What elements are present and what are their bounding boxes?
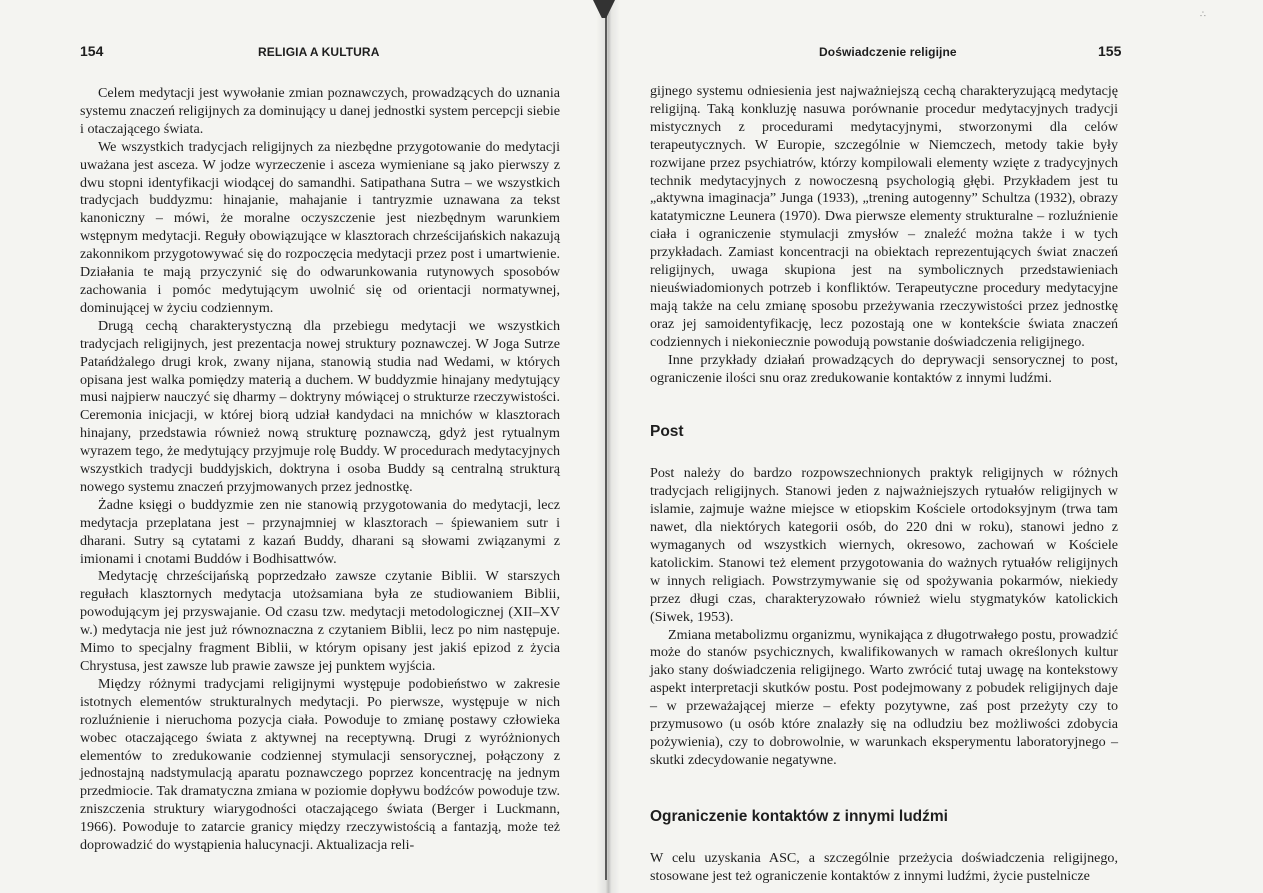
paragraph: Między różnymi tradycjami religijnymi występuje podobieństwo w zakresie istotnych elementów strukturalnych medytacji. Po pierwsze, występuje w nich rozluźnienie i nieruchoma pozycja ciała. Powoduje to zmianę postawy człowieka wobec otaczającego świata z aktywnej na receptywną. Drugi z wyróżnionych elementów to zredukowanie codziennej stymulacji sensorycznej, połączony z jednostajną nadstymulacją aparatu poznawczego poprzez koncentrację na jednym przedmiocie. Tak dramatyczna zmiana w poziomie dopływu bodźców powoduje tzw. zniszczenia struktury wiarygodności otaczającego świata (Berger i Luckmann, 1966). Powoduje to zatarcie granicy między rzeczywistością a fantazją, może też doprowadzić do wystąpienia halucynacji. Aktualizacja reli- <box>80 675 560 854</box>
paragraph: gijnego systemu odniesienia jest najważniejszą cechą charakteryzującą medytację religijną. Taką konkluzję nasuwa porównanie procedur medytacyjnych tradycji mistycznych z procedurami medytacyjnymi, stworzonymi dla celów terapeutycznych. W Europie, szczególnie w Niemczech, metody takie były rozwijane przez psychiatrów, którzy kompilowali elementy wzięte z tradycyjnych technik medytacyjnych z nowoczesną psychologią głębi. Przykładem jest tu „aktywna imaginacja” Junga (1933), „trening autogenny” Schultza (1932), obrazy katatymiczne Leunera (1970). Dwa pierwsze elementy strukturalne – rozluźnienie ciała i ograniczenie stymulacji zmysłów – znaleźć można także i w tych przykładach. Zamiast koncentracji na obiektach reprezentujących świat znaczeń religijnych, uwaga skupiona jest na symbolicznych przedstawieniach nieuświadomionych potrzeb i konfliktów. Terapeutyczne procedury medytacyjne mają także na celu zmianę sposobu przeżywania rzeczywistości przez jednostkę oraz jej samoidentyfikację, lecz pozostają one w kontekście świata znaczeń codziennych i niekoniecznie powodują powstanie doświadczenia religijnego. <box>650 83 1118 350</box>
paragraph: Żadne księgi o buddyzmie zen nie stanowią przygotowania do medytacji, lecz medytacja przeplatana jest – przynajmniej w klasztorach – śpiewaniem sutr i dharani. Sutry są cytatami z kazań Buddy, dharani są słowami związanymi z imionami i cnotami Buddów i Bodhisattwów. <box>80 496 560 567</box>
scan-artifact: ∴ <box>1200 10 1206 20</box>
paragraph: Medytację chrześcijańską poprzedzało zawsze czytanie Biblii. W starszych regułach klasztornych medytacja utożsamiana była ze studiowaniem Biblii, powodującym jej przyswajanie. Od czasu tzw. medytacji metodologicznej (XII–XV w.) medytacja nie jest już równoznaczna z czytaniem Biblii, lecz po nim następuje. Mimo to specjalny fragment Biblii, w którym opisany jest jakiś epizod z życia Chrystusa, jest zawsze lub prawie zawsze jej punktem wyjścia. <box>80 568 560 674</box>
paragraph: Zmiana metabolizmu organizmu, wynikająca z długotrwałego postu, prowadzić może do stanów psychicznych, kwalifikowanych w ramach określonych kultur jako stany doświadczenia religijnego. Warto zwrócić tutaj uwagę na kontekstowy aspekt interpretacji skutków postu. Post podejmowany z pobudek religijnych daje – w przeważającej mierze – efekty pozytywne, zaś post przeżyty czy to przymusowo (u osób które znalazły się na odludziu bez możliwości zdobycia pożywienia), czy to dobrowolnie, w warunkach eksperymentu laboratoryjnego – skutki zdecydowanie negatywne. <box>650 626 1118 768</box>
left-page-body <box>80 85 560 855</box>
section-heading-contacts: Ograniczenie kontaktów z innymi ludźmi <box>650 807 948 825</box>
book-spine-line <box>605 10 607 880</box>
page-number-left: 154 <box>80 43 104 59</box>
paragraph: Post należy do bardzo rozpowszechnionych praktyk religijnych w różnych tradycjach religijnych. Stanowi jeden z najważniejszych rytuałów religijnych w islamie, zajmuje ważne miejsce w etiopskim Kościele ortodoksyjnym (trwa tam nawet, dla niektórych kategorii osób, do 220 dni w roku), stanowi jedno z wymaganych od wszystkich wiernych, okresowo, zachowań w Kościele katolickim. Stanowi też element przygotowania do ważnych rytuałów religijnych w innych religiach. Powstrzymywanie się od spożywania pokarmów, niekiedy przez długi czas, charakteryzowało również wielu stygmatyków katolickich (Siwek, 1953). <box>650 465 1118 625</box>
page-number-right: 155 <box>1098 43 1122 59</box>
running-head-right: Doświadczenie religijne <box>819 45 957 59</box>
paragraph: We wszystkich tradycjach religijnych za niezbędne przygotowanie do medytacji uważana jest asceza. W jodze wyrzeczenie i asceza wymieniane są jako pierwszy z dwu stopni identyfikacji wiodącej do samandhi. Satipathana Sutra – we wszystkich tradycjach buddyzmu: hinajanie, mahajanie i tantryzmie uznawana za tekst kanoniczny – mówi, że moralne oczyszczenie jest niezbędnym warunkiem wstępnym medytacji. Reguły obowiązujące w klasztorach chrześcijańskich nakazują zakonnikom przygotowywać się do rozpoczęcia medytacji przez post i umartwienie. Działania te mają przyczynić się do odwarunkowania rutynowych sposobów zachowania i pomóc medytującym uwolnić się od orientacji normatywnej, dominującej w życiu codziennym. <box>80 138 560 316</box>
paragraph: Inne przykłady działań prowadzących do deprywacji sensorycznej to post, ograniczenie ilości snu oraz zredukowanie kontaktów z innymi ludźmi. <box>650 351 1118 386</box>
right-page <box>618 0 1263 893</box>
left-page <box>0 0 600 893</box>
paragraph: Celem medytacji jest wywołanie zmian poznawczych, prowadzących do uznania systemu znaczeń religijnych za dominujący u danej jednostki system percepcji siebie i otaczającego świata. <box>80 85 560 137</box>
section-heading-post: Post <box>650 423 684 441</box>
right-page-body <box>650 83 1118 886</box>
running-head-left: RELIGIA A KULTURA <box>258 45 380 59</box>
paragraph: W celu uzyskania ASC, a szczególnie przeżycia doświadczenia religijnego, stosowane jest też ograniczenie kontaktów z innymi ludźmi, życie pustelnicze <box>650 849 1118 884</box>
paragraph: Drugą cechą charakterystyczną dla przebiegu medytacji we wszystkich tradycjach religijnych, jest prezentacja nowej struktury poznawczej. W Joga Sutrze Patańdżalego drugi krok, zwany nijana, stanowią studia nad Wedami, w których opisana jest walka pomiędzy materią a duchem. W buddyzmie hinajany medytujący musi najpierw nauczyć się dharmy – doktryny mówiącej o strukturze rzeczywistości. Ceremonia inicjacji, w której biorą udział kandydaci na mnichów w klasztorach hinajany, przedstawia również nową strukturę poznawczą, gdyż jest rytualnym wyrazem tego, że medytujący przyjmuje rolę Buddy. W procedurach medytacyjnych wszystkich tradycji buddyjskich, doktryna i osoba Buddy są centralną strukturą nowego systemu znaczeń przyjmowanych przez jednostkę. <box>80 317 560 495</box>
